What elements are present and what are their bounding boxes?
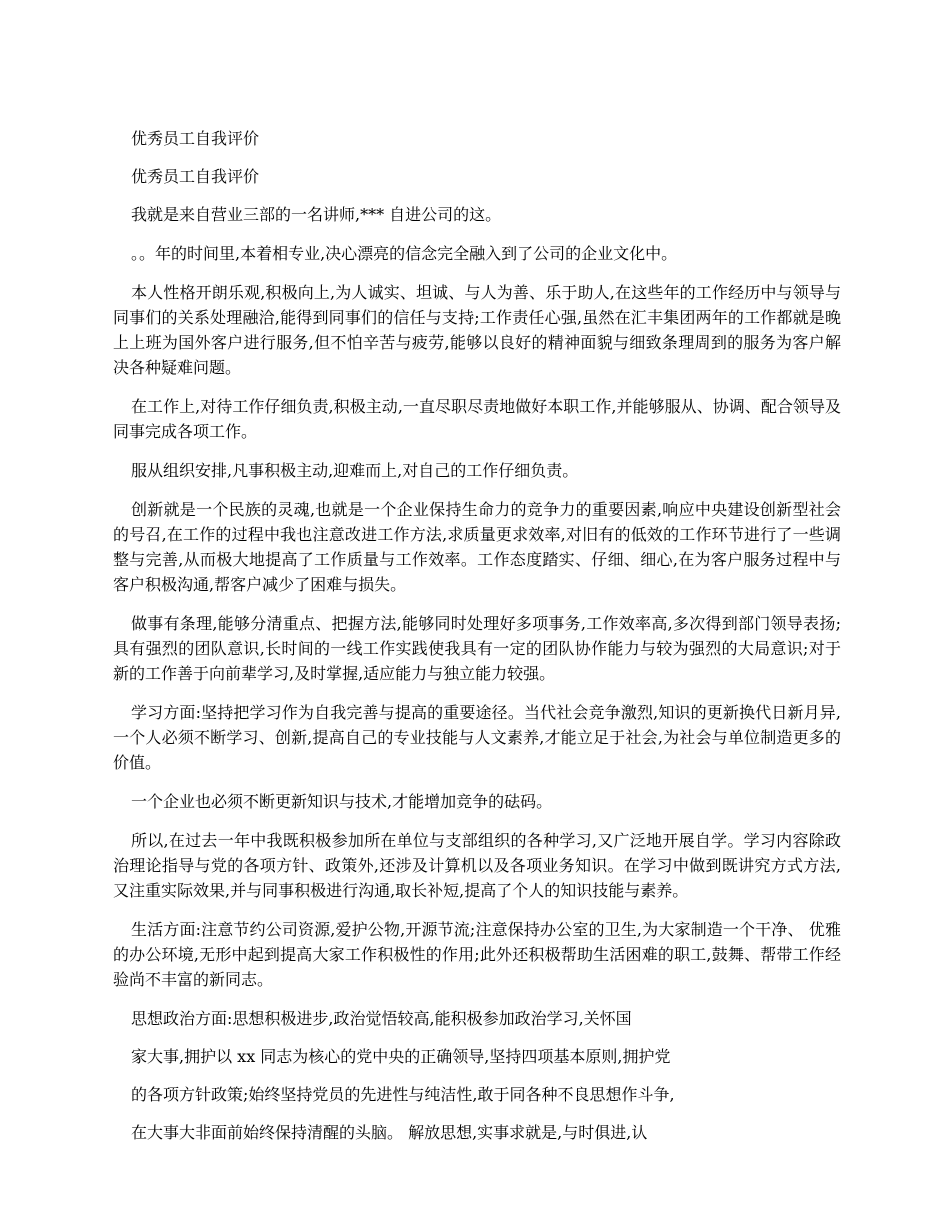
personality-paragraph: 本人性格开朗乐观,积极向上,为人诚实、坦诚、与人为善、乐于助人,在这些年的工作经历中与领导与同事们的关系处理融洽,能得到同事们的信任与支持;工作责任心强,虽然在汇丰集团两年的工作都就是晚上上班为国外客户进行服务,但不怕辛苦与疲劳,能够以良好的精神面貌与细致条理周到的服务为客户解决各种疑难问题。 <box>113 283 841 377</box>
enterprise-knowledge-paragraph: 一个企业也必须不断更新知识与技术,才能增加竞争的砝码。 <box>131 792 553 811</box>
obedience-paragraph: 服从组织安排,凡事积极主动,迎难而上,对自己的工作仔细负责。 <box>131 461 579 480</box>
document-title: 优秀员工自我评价 <box>131 129 260 148</box>
document-body <box>113 126 841 1158</box>
learning-activities-paragraph: 所以,在过去一年中我既积极参加所在单位与支部组织的各种学习,又广泛地开展自学。学习内容除政治理论指导与党的各项方针、政策外,还涉及计算机以及各项业务知识。在学习中做到既讲究方式方法,又注重实际效果,并与同事积极进行沟通,取长补短,提高了个人的知识技能与素养。 <box>113 831 841 900</box>
politics-paragraph-line-4: 在大事大非面前始终保持清醒的头脑。 解放思想,实事求就是,与时俱进,认 <box>131 1123 648 1142</box>
work-attitude-paragraph: 在工作上,对待工作仔细负责,积极主动,一直尽职尽责地做好本职工作,并能够服从、协调、配合领导及同事完成各项工作。 <box>113 397 841 441</box>
organization-paragraph: 做事有条理,能够分清重点、把握方法,能够同时处理好多项事务,工作效率高,多次得到部门领导表扬;具有强烈的团队意识,长时间的一线工作实践使我具有一定的团队协作能力与较为强烈的大局意识;对于新的工作善于向前辈学习,及时掌握,适应能力与独立能力较强。 <box>113 614 841 683</box>
study-paragraph: 学习方面:坚持把学习作为自我完善与提高的重要途径。当代社会竞争激烈,知识的更新换代日新月异,一个人必须不断学习、创新,提高自己的专业技能与人文素养,才能立足于社会,为社会与单位制造更多的价值。 <box>113 703 841 772</box>
document-subtitle: 优秀员工自我评价 <box>131 167 260 186</box>
life-paragraph: 生活方面:注意节约公司资源,爱护公物,开源节流;注意保持办公室的卫生,为大家制造一个干净、 优雅的办公环境,无形中起到提高大家工作积极性的作用;此外还积极帮助生活困难的职工,鼓舞、帮带工作经验尚不丰富的新同志。 <box>113 920 841 989</box>
politics-paragraph-line-2: 家大事,拥护以 xx 同志为核心的党中央的正确领导,坚持四项基本原则,拥护党 <box>131 1047 671 1066</box>
innovation-paragraph: 创新就是一个民族的灵魂,也就是一个企业保持生命力的竞争力的重要因素,响应中央建设创新型社会的号召,在工作的过程中我也注意改进工作方法,求质量更求效率,对旧有的低效的工作环节进行了一些调整与完善,从而极大地提高了工作质量与工作效率。工作态度踏实、仔细、细心,在为客户服务过程中与客户积极沟通,帮客户减少了困难与损失。 <box>113 500 841 594</box>
intro-paragraph: 我就是来自营业三部的一名讲师,*** 自进公司的这。 <box>131 205 502 224</box>
politics-paragraph-line-1: 思想政治方面:思想积极进步,政治觉悟较高,能积极参加政治学习,关怀国 <box>131 1009 632 1028</box>
intro-continuation-paragraph: 。。年的时间里,本着相专业,决心漂亮的信念完全融入到了公司的企业文化中。 <box>131 244 678 263</box>
politics-paragraph-line-3: 的各项方针政策;始终坚持党员的先进性与纯洁性,敢于同各种不良思想作斗争, <box>131 1085 675 1104</box>
